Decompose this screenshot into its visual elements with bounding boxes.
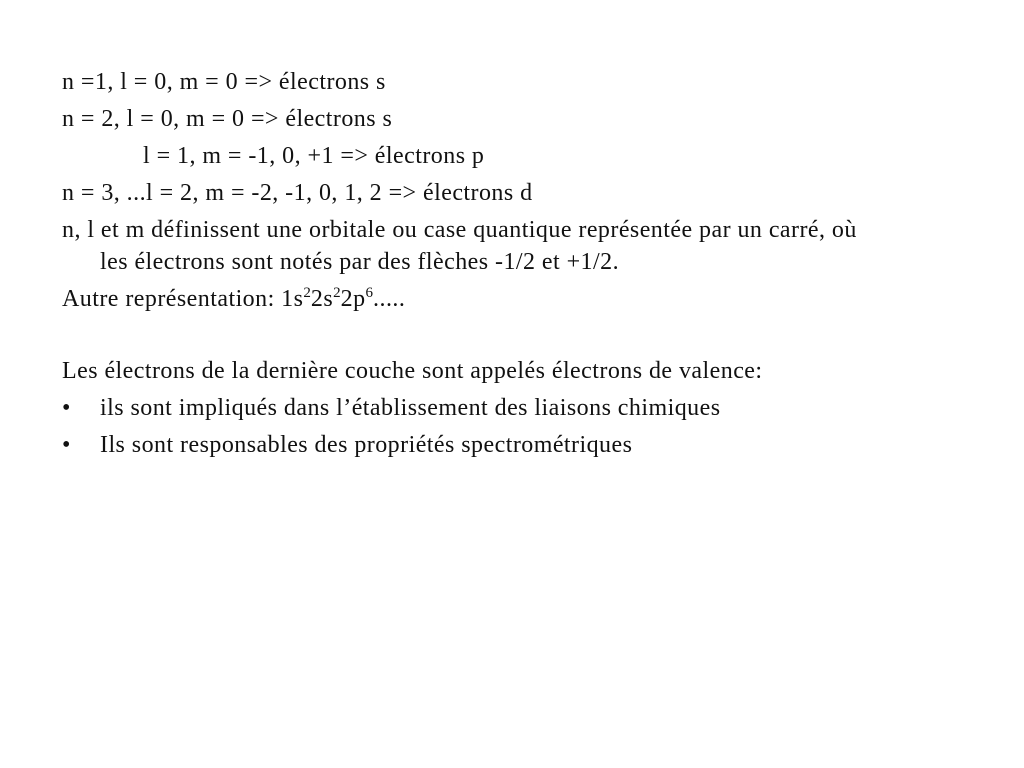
autre-sup-3: 6 bbox=[365, 285, 374, 301]
bullet-text: Ils sont responsables des propriétés spectrométriques bbox=[100, 432, 633, 458]
text-line-n1: n =1, l = 0, m = 0 => électrons s bbox=[62, 69, 386, 95]
bullet-item bbox=[62, 394, 721, 422]
autre-prefix: Autre représentation: 1s bbox=[62, 286, 304, 312]
text-line-definition: n, l et m définissent une orbitale ou case quantique représentée par un carré, où bbox=[62, 217, 857, 243]
autre-mid-1: 2s bbox=[310, 286, 334, 312]
autre-sup-1: 2 bbox=[303, 285, 311, 301]
text-line-n3: n = 3, ...l = 2, m = -2, -1, 0, 1, 2 => électrons d bbox=[62, 180, 533, 206]
text-line-l1: l = 1, m = -1, 0, +1 => électrons p bbox=[143, 143, 485, 169]
text-line-definition-cont: les électrons sont notés par des flèches -1/2 et +1/2. bbox=[100, 249, 620, 275]
bullet-icon: • bbox=[62, 395, 71, 421]
autre-suffix: ..... bbox=[373, 286, 406, 312]
bullet-text: ils sont impliqués dans l’établissement des liaisons chimiques bbox=[100, 395, 721, 421]
text-line-n2: n = 2, l = 0, m = 0 => électrons s bbox=[62, 106, 393, 132]
bullet-icon: • bbox=[62, 432, 71, 458]
text-line-autre-representation bbox=[62, 285, 405, 313]
autre-sup-2: 2 bbox=[333, 285, 341, 301]
bullet-item bbox=[62, 431, 632, 459]
valence-intro: Les électrons de la dernière couche sont appelés électrons de valence: bbox=[62, 358, 763, 384]
autre-mid-2: 2p bbox=[340, 286, 366, 312]
